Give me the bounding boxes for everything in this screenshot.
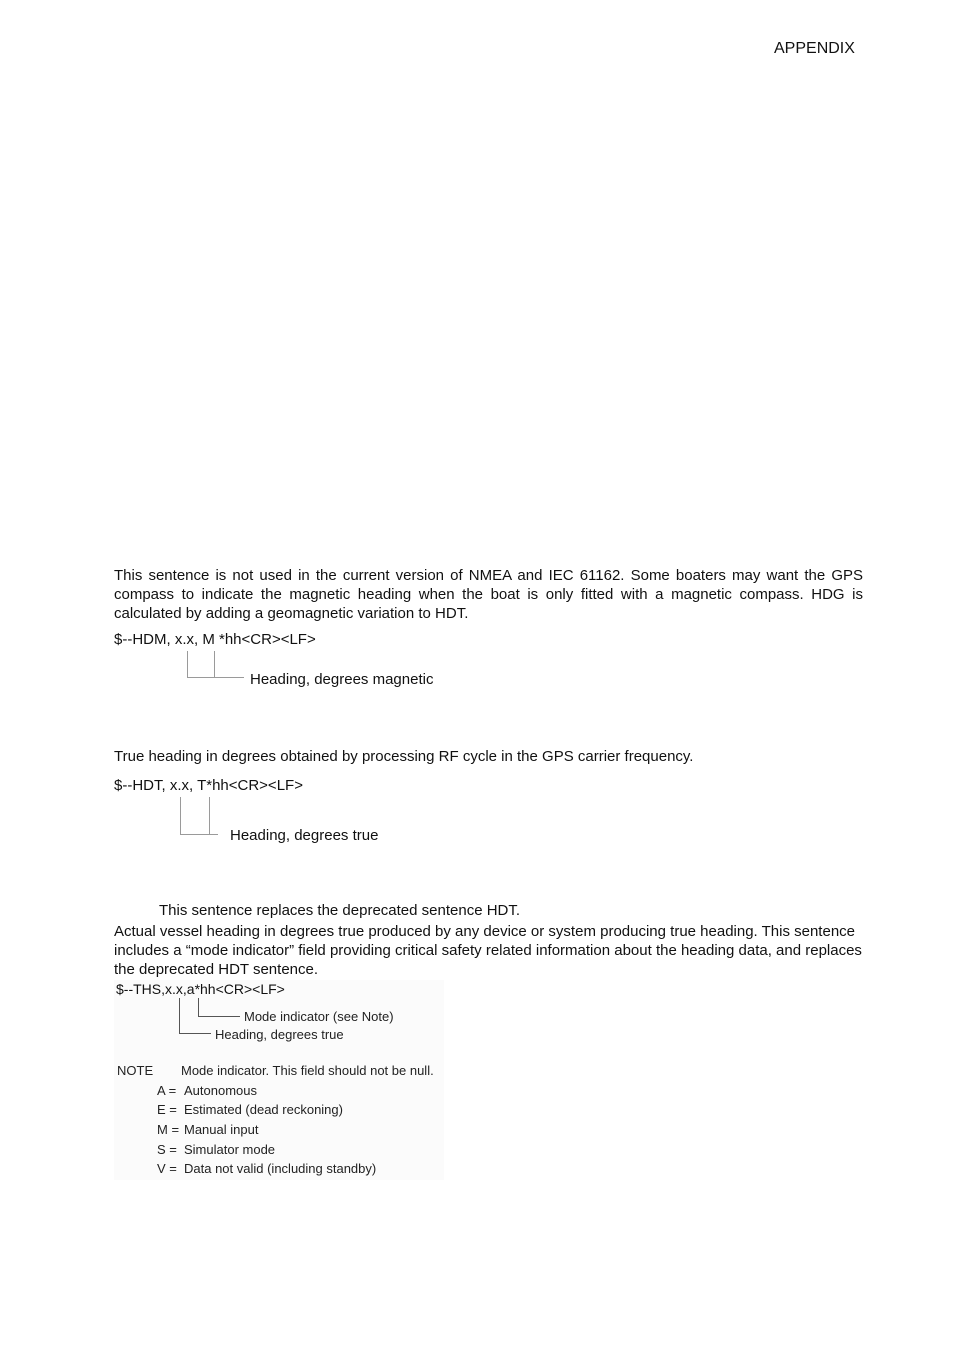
mode-meaning: Data not valid (including standby): [184, 1161, 377, 1176]
ths-field-mode: Mode indicator (see Note): [244, 1009, 394, 1024]
hdm-bracket-right: [214, 651, 215, 678]
hdm-sentence-format: $--HDM, x.x, M *hh<CR><LF>: [114, 631, 316, 648]
ths-note-label: NOTE: [117, 1063, 154, 1078]
ths-note-text: Mode indicator. This field should not be null.: [181, 1063, 434, 1078]
ths-sentence-format: $--THS,x.x,a*hh<CR><LF>: [116, 981, 285, 997]
hdm-field-label: Heading, degrees magnetic: [250, 671, 434, 688]
hdm-description: This sentence is not used in the current version of NMEA and IEC 61162. Some boaters may want the GPS compass to indicate the magnetic heading when the boat is only fitted with a magnetic compass. HDG is calculated by adding a geomagnetic variation to HDT.: [114, 567, 863, 622]
hdm-bracket-left: [187, 651, 188, 678]
ths-bracket-mode-vertical: [198, 998, 199, 1016]
ths-bracket-mode-horizontal: [198, 1016, 240, 1017]
mode-code: M =: [157, 1122, 180, 1137]
hdt-bracket-left: [180, 797, 181, 835]
ths-bracket-heading-horizontal: [179, 1033, 211, 1034]
ths-description: Actual vessel heading in degrees true produced by any device or system producing true heading. This sentence includes a “mode indicator” field providing critical safety related information about the heading data, and replaces the deprecated HDT sentence.: [114, 923, 862, 978]
hdm-bracket-bottom: [187, 677, 244, 678]
hdt-bracket-right: [209, 797, 210, 835]
mode-code: A =: [157, 1083, 177, 1098]
section-header: APPENDIX: [774, 40, 855, 57]
ths-intro: This sentence replaces the deprecated sentence HDT.: [159, 902, 521, 919]
hdt-field-label: Heading, degrees true: [230, 827, 379, 844]
mode-meaning: Estimated (dead reckoning): [184, 1102, 343, 1117]
mode-code: S =: [157, 1142, 177, 1157]
hdt-bracket-bottom: [180, 834, 218, 835]
ths-field-heading: Heading, degrees true: [215, 1027, 344, 1042]
ths-bracket-heading-vertical: [179, 998, 180, 1034]
mode-meaning: Autonomous: [184, 1083, 257, 1098]
mode-code: E =: [157, 1102, 177, 1117]
mode-code: V =: [157, 1161, 177, 1176]
hdt-description: True heading in degrees obtained by processing RF cycle in the GPS carrier frequency.: [114, 748, 694, 765]
mode-meaning: Simulator mode: [184, 1142, 276, 1157]
mode-meaning: Manual input: [184, 1122, 259, 1137]
hdt-sentence-format: $--HDT, x.x, T*hh<CR><LF>: [114, 777, 303, 794]
